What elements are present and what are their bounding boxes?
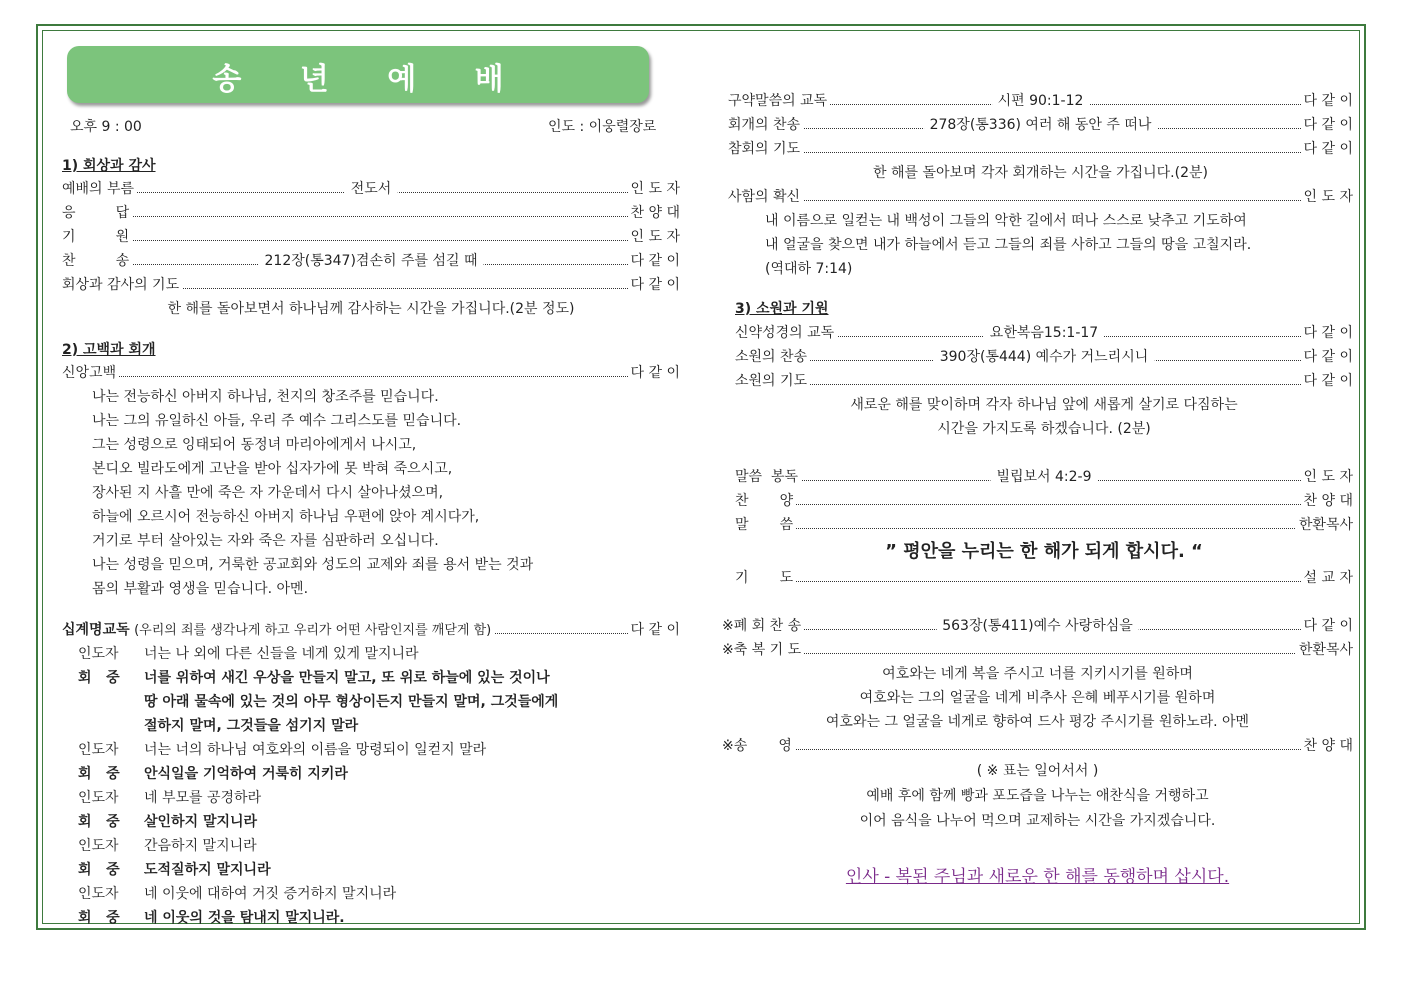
blessing-line: 여호와는 그 얼굴을 네게로 향하여 드사 평강 주시기를 원하노라. 아멘 <box>825 714 1250 730</box>
order-item <box>62 275 680 295</box>
order-item <box>722 640 1353 660</box>
reading-speaker: 인도자 <box>78 742 119 758</box>
reading-text: 네 이웃에 대하여 거짓 증거하지 말지니라 <box>144 886 397 902</box>
item-label: 사함의 확신 <box>728 187 803 207</box>
reading-line <box>78 666 678 690</box>
fellowship-line: 예배 후에 함께 빵과 포도즙을 나누는 애찬식을 거행하고 <box>866 788 1209 804</box>
item-role: 다 같 이 <box>1301 115 1353 135</box>
item-label: 참회의 기도 <box>728 139 803 159</box>
item-role: 한환목사 <box>1296 640 1353 660</box>
stand-note: ( ※ 표는 일어서서 ) <box>976 763 1099 779</box>
item-role: 다 같 이 <box>628 275 680 295</box>
item-label: ※송 영 <box>722 736 795 756</box>
order-item <box>735 515 1353 535</box>
item-role: 인 도 자 <box>628 227 680 247</box>
order-item <box>62 203 680 223</box>
item-role: 다 같 이 <box>1301 91 1353 111</box>
section-heading: 2) 고백과 회개 <box>62 342 156 358</box>
item-label: 소원의 찬송 <box>735 347 810 367</box>
item-label: 예배의 부름 <box>62 179 137 199</box>
order-item <box>728 187 1353 207</box>
item-detail: 요한복음15:1-17 <box>984 323 1104 343</box>
order-item <box>62 363 680 383</box>
leader-dots <box>62 376 680 377</box>
item-detail: 빌립보서 4:2-9 <box>990 467 1097 487</box>
reading-text: 너는 나 외에 다른 신들을 네게 있게 말지니라 <box>144 646 419 662</box>
creed-line: 장사된 지 사흘 만에 죽은 자 가운데서 다시 살아나셨으며, <box>92 485 444 501</box>
order-item <box>722 616 1353 636</box>
item-role: 한환목사 <box>1296 515 1353 535</box>
leader-dots <box>728 200 1353 201</box>
item-label: 회개의 찬송 <box>728 115 803 135</box>
reading-text: 간음하지 말지니라 <box>144 838 257 854</box>
reading-line <box>78 882 678 906</box>
leader-dots <box>728 152 1353 153</box>
reading-text: 네 부모를 공경하라 <box>144 790 262 806</box>
item-detail: 278장(통336) 여러 해 동안 주 떠나 <box>924 115 1158 135</box>
creed-line: 하늘에 오르시어 전능하신 아버지 하나님 우편에 앉아 계시다가, <box>92 509 480 525</box>
reading-speaker: 인도자 <box>78 886 119 902</box>
item-label: ※폐 회 찬 송 <box>722 616 804 636</box>
reading-text: 네 이웃의 것을 탐내지 말지니라. <box>144 910 345 926</box>
reading-speaker: 회 중 <box>78 910 120 926</box>
creed-line: 거기로 부터 살아있는 자와 죽은 자를 심판하러 오십니다. <box>92 533 439 549</box>
item-label: 기 도 <box>735 568 796 588</box>
reading-speaker: 인도자 <box>78 646 119 662</box>
order-item <box>62 251 680 271</box>
commandments-label-wrap <box>62 620 494 641</box>
section-note: 한 해를 돌아보면서 하나님께 감사하는 시간을 가집니다.(2분 정도) <box>167 301 575 317</box>
item-detail: 전도서 <box>345 179 398 199</box>
reading-text: 절하지 말며, 그것들을 섬기지 말라 <box>144 718 359 734</box>
item-label: 구약말씀의 교독 <box>728 91 830 111</box>
reading-text: 도적질하지 말지니라 <box>144 862 271 878</box>
item-label: 응 답 <box>62 203 132 223</box>
creed-line: 나는 전능하신 아버지 하나님, 천지의 창조주를 믿습니다. <box>92 389 439 405</box>
item-role: 다 같 이 <box>1301 139 1353 159</box>
reading-speaker: 회 중 <box>78 670 120 686</box>
page-title: 송 년 예 배 <box>212 62 528 97</box>
blessing-line: 여호와는 네게 복을 주시고 너를 지키시기를 원하며 <box>882 666 1193 682</box>
reading-text: 너를 위하여 새긴 우상을 만들지 말고, 또 위로 하늘에 있는 것이나 <box>144 670 550 686</box>
title-banner <box>67 46 649 103</box>
service-time: 오후 9 : 00 <box>70 119 142 135</box>
item-role: 다 같 이 <box>628 251 680 271</box>
section-heading: 3) 소원과 기원 <box>735 301 829 317</box>
item-role: 찬 양 대 <box>1301 491 1353 511</box>
reading-text: 땅 아래 물속에 있는 것의 아무 형상이든지 만들지 말며, 그것들에게 <box>144 694 559 710</box>
reading-text: 살인하지 말지니라 <box>144 814 258 830</box>
creed-line: 나는 성령을 믿으며, 거룩한 공교회와 성도의 교제와 죄를 용서 받는 것과 <box>92 557 534 573</box>
item-label: 기 원 <box>62 227 132 247</box>
item-role: 찬 양 대 <box>1301 736 1353 756</box>
item-label: 신약성경의 교독 <box>735 323 837 343</box>
leader-dots <box>735 384 1353 385</box>
item-label: 소원의 기도 <box>735 371 810 391</box>
order-item <box>62 227 680 247</box>
reading-text: 너는 너의 하나님 여호와의 이름을 망령되이 일컫지 말라 <box>144 742 487 758</box>
order-item <box>735 323 1353 343</box>
sermon-title: ” 평안을 누리는 한 해가 되게 합시다. “ <box>885 541 1203 562</box>
item-label: ※축 복 기 도 <box>722 640 804 660</box>
reading-line <box>78 786 678 810</box>
item-role: 다 같 이 <box>1301 347 1353 367</box>
order-item <box>728 115 1353 135</box>
creed-line: 본디오 빌라도에게 고난을 받아 십자가에 못 박혀 죽으시고, <box>92 461 453 477</box>
reading-line <box>78 762 678 786</box>
closing-greeting: 인사 - 복된 주님과 새로운 한 해를 동행하며 삽시다. <box>845 867 1230 887</box>
section-note: 시간을 가지도록 하겠습니다. (2분) <box>937 421 1151 437</box>
scripture-reference: (역대하 7:14) <box>765 261 853 277</box>
reading-speaker: 회 중 <box>78 766 120 782</box>
leader-dots <box>735 581 1353 582</box>
reading-line <box>78 834 678 858</box>
item-role: 다 같 이 <box>1301 616 1353 636</box>
scripture-line: 내 이름으로 일컫는 내 백성이 그들의 악한 길에서 떠나 스스로 낮추고 기도하여 <box>765 213 1247 229</box>
reading-text: 안식일을 기억하여 거룩히 지키라 <box>144 766 348 782</box>
reading-speaker: 회 중 <box>78 862 120 878</box>
order-item <box>728 91 1353 111</box>
leader-dots <box>62 216 680 217</box>
order-item <box>62 179 680 199</box>
leader-dots <box>62 240 680 241</box>
item-label: 십계명교독 <box>62 622 130 638</box>
scripture-line: 내 얼굴을 찾으면 내가 하늘에서 듣고 그들의 죄를 사하고 그들의 땅을 고칠지라. <box>765 237 1252 253</box>
item-label: 찬 양 <box>735 491 796 511</box>
item-label: 말씀 봉독 <box>735 467 801 487</box>
reading-line <box>78 642 678 666</box>
reading-speaker: 회 중 <box>78 814 120 830</box>
item-detail: 시편 90:1-12 <box>992 91 1090 111</box>
item-label: 신앙고백 <box>62 363 119 383</box>
section-note: 새로운 해를 맞이하며 각자 하나님 앞에 새롭게 살기로 다짐하는 <box>850 397 1238 413</box>
reading-line <box>78 906 678 930</box>
item-label: 찬 송 <box>62 251 132 271</box>
item-label: 회상과 감사의 기도 <box>62 275 182 295</box>
item-label: 말 씀 <box>735 515 796 535</box>
item-detail: 563장(통411)예수 사랑하심을 <box>936 616 1139 636</box>
fellowship-line: 이어 음식을 나누어 먹으며 교제하는 시간을 가지겠습니다. <box>859 813 1216 829</box>
section-heading: 1) 회상과 감사 <box>62 158 156 174</box>
item-role: 설 교 자 <box>1301 568 1353 588</box>
item-role: 인 도 자 <box>1301 467 1353 487</box>
item-role: 인 도 자 <box>1301 187 1353 207</box>
leader-dots <box>722 749 1353 750</box>
creed-line: 나는 그의 유일하신 아들, 우리 주 예수 그리스도를 믿습니다. <box>92 413 462 429</box>
reading-line <box>78 858 678 882</box>
item-role: 다 같 이 <box>628 620 680 640</box>
order-item <box>728 139 1353 159</box>
item-detail: 212장(통347)겸손히 주를 섬길 때 <box>259 251 484 271</box>
reading-line <box>78 714 678 738</box>
item-role: 인 도 자 <box>628 179 680 199</box>
order-item <box>735 371 1353 391</box>
item-role: 찬 양 대 <box>628 203 680 223</box>
creed-line: 몸의 부활과 영생을 믿습니다. 아멘. <box>92 581 309 597</box>
order-item <box>735 467 1353 487</box>
order-item <box>722 736 1353 756</box>
repent-note: 한 해를 돌아보며 각자 회개하는 시간을 가집니다.(2분) <box>873 165 1208 181</box>
reading-speaker: 인도자 <box>78 838 119 854</box>
blessing-line: 여호와는 그의 얼굴을 네게 비추사 은혜 베푸시기를 원하며 <box>859 690 1216 706</box>
reading-line <box>78 810 678 834</box>
item-role: 다 같 이 <box>1301 371 1353 391</box>
leader-dots <box>735 504 1353 505</box>
order-item <box>62 620 680 640</box>
item-role: 다 같 이 <box>628 363 680 383</box>
creed-line: 그는 성령으로 잉태되어 동정녀 마리아에게서 나시고, <box>92 437 417 453</box>
order-item <box>735 568 1353 588</box>
order-item <box>735 491 1353 511</box>
reading-line <box>78 738 678 762</box>
reading-speaker: 인도자 <box>78 790 119 806</box>
leader-dots <box>735 528 1353 529</box>
leader-dots <box>722 653 1353 654</box>
reading-line <box>78 690 678 714</box>
item-detail: (우리의 죄를 생각나게 하고 우리가 어떤 사람인지를 깨닫게 함) <box>134 623 492 638</box>
service-leader: 인도 : 이웅렬장로 <box>548 119 657 135</box>
order-item <box>735 347 1353 367</box>
item-role: 다 같 이 <box>1301 323 1353 343</box>
item-detail: 390장(통444) 예수가 거느리시니 <box>934 347 1155 367</box>
